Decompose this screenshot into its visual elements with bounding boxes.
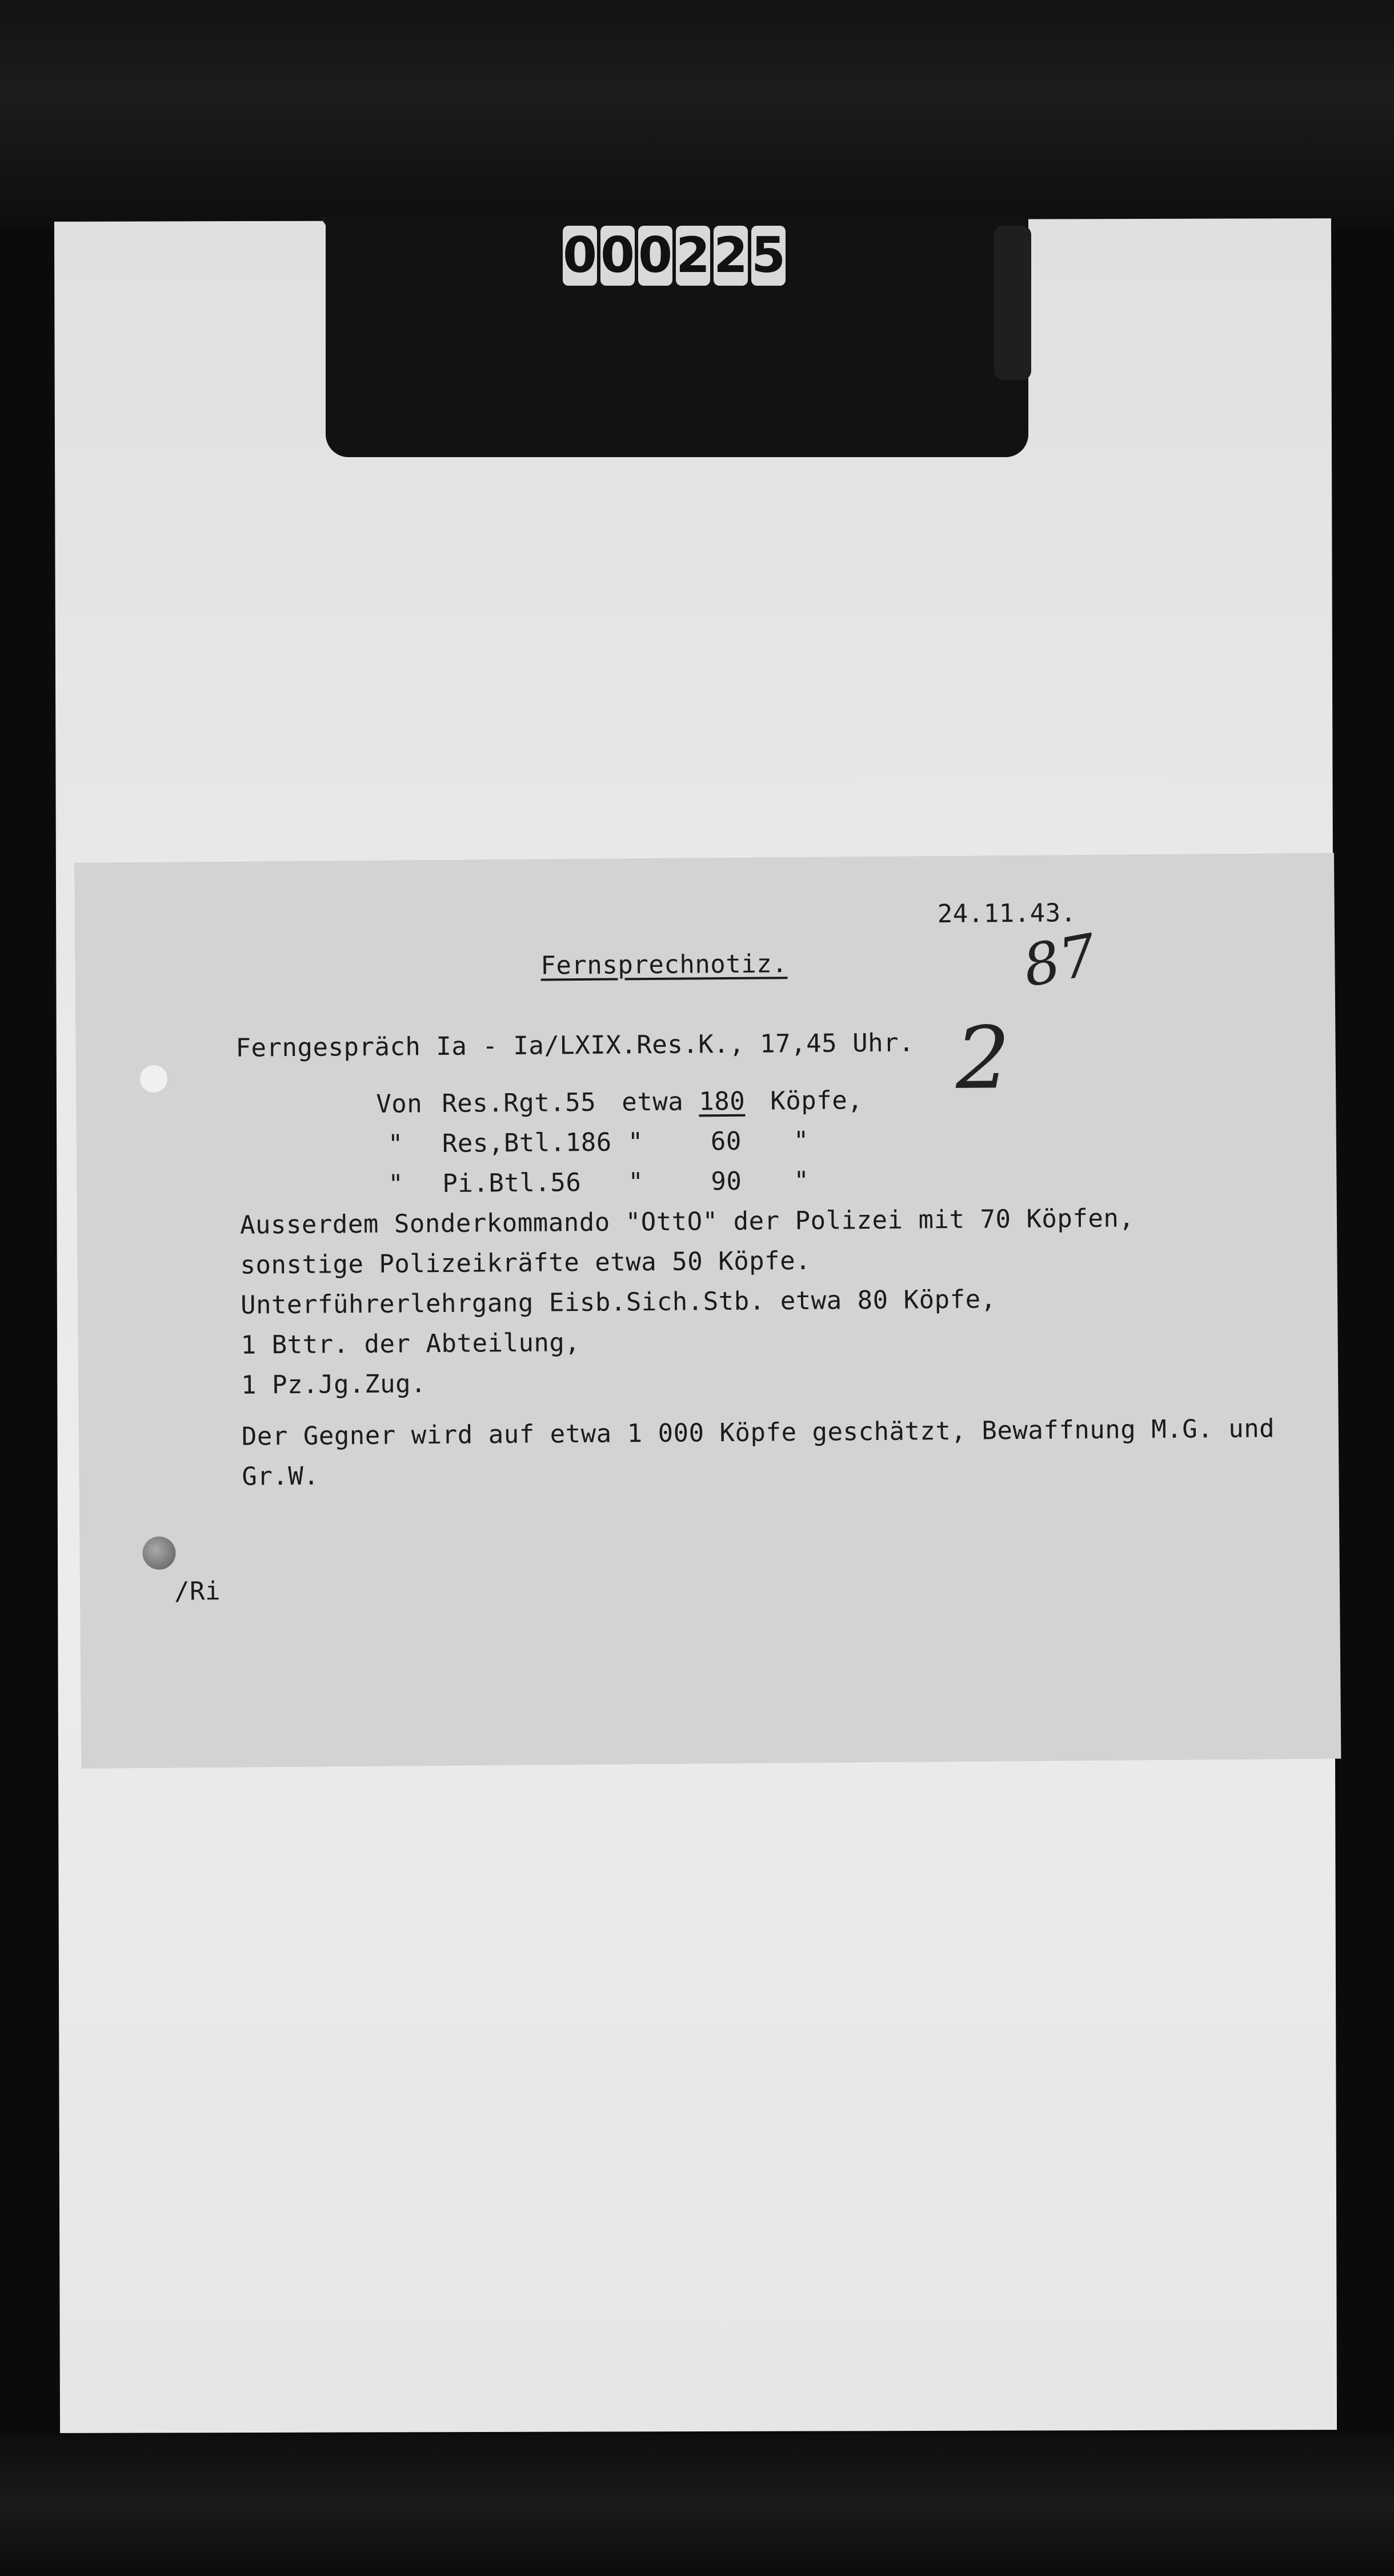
unit-name: Res.Rgt.55 [442,1087,596,1118]
signature: /Ri [174,1577,221,1606]
counter-digit: 2 [714,226,748,286]
unit-prefix: Von [376,1089,423,1119]
punch-hole [142,1537,175,1570]
unit-etwa: etwa [622,1087,684,1117]
body-line: Unterführerlehrgang Eisb.Sich.Stb. etwa 80 Köpfe, [240,1285,996,1320]
unit-count: 90 [711,1166,742,1197]
body-line: sonstige Polizeikräfte etwa 50 Köpfe. [240,1246,811,1280]
unit-prefix: " [387,1129,404,1159]
counter-digit: 0 [563,226,597,286]
counter-digit: 0 [600,226,635,286]
unit-etwa: " [627,1127,644,1157]
counter-digits [563,226,786,289]
counter-knob [994,226,1031,380]
unit-etwa: " [628,1167,644,1197]
counter-digit: 5 [751,226,786,286]
unit-suffix: " [794,1166,810,1196]
unit-count: 60 [710,1126,742,1157]
note-card [74,853,1341,1769]
handwritten-mark: 2 [955,1009,1011,1109]
unit-name: Pi.Btl.56 [442,1168,582,1198]
unit-count: 180 [699,1086,746,1117]
enemy-line: Gr.W. [242,1461,319,1491]
document-date: 24.11.43. [937,898,1076,929]
counter-digit: 0 [638,226,672,286]
unit-suffix: " [793,1126,810,1156]
unit-suffix: Köpfe, [770,1086,863,1116]
document-title: Fernsprechnotiz. [540,949,788,981]
unit-name: Res,Btl.186 [442,1127,612,1158]
body-line: 1 Bttr. der Abteilung, [241,1328,580,1360]
call-line: Ferngespräch Ia - Ia/LXIX.Res.K., 17,45 Uhr. [235,1028,915,1063]
body-line: 1 Pz.Jg.Zug. [241,1369,427,1400]
unit-prefix: " [388,1169,404,1199]
punch-hole [140,1065,167,1093]
body-line: Ausserdem Sonderkommando "OttO" der Polizei mit 70 Köpfen, [239,1203,1135,1240]
film-frame-bottom [0,2434,1394,2576]
enemy-line: Der Gegner wird auf etwa 1 000 Köpfe geschätzt, Bewaffnung M.G. und [241,1414,1275,1451]
handwritten-number: 87 [1018,921,1102,1001]
counter-digit: 2 [676,226,710,286]
film-frame-top [0,0,1394,229]
